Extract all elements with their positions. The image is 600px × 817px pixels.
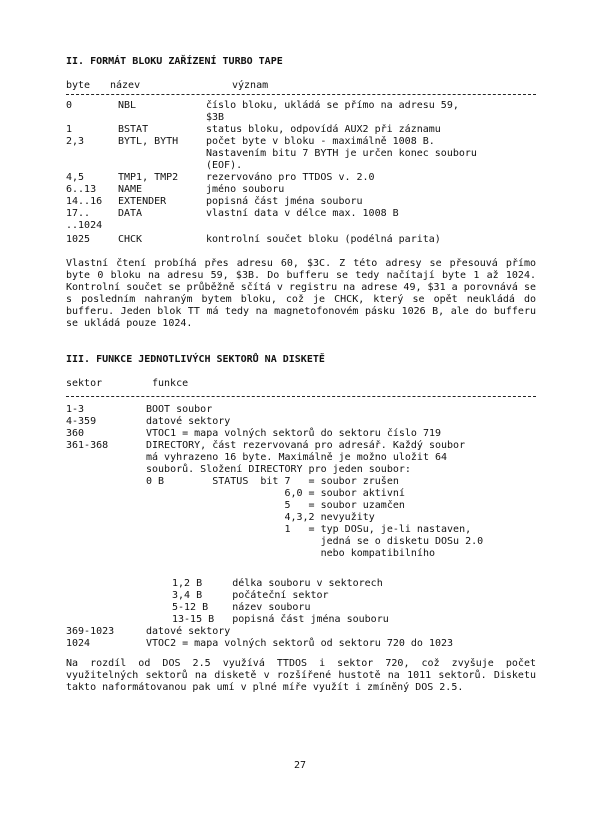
table-divider	[66, 396, 536, 397]
col-header-byte: byte	[66, 80, 91, 91]
table-divider	[66, 94, 536, 95]
table-row-name: DATA	[118, 208, 143, 219]
sector-range: 361-368	[66, 440, 109, 451]
table-row-meaning: status bloku, odpovídá AUX2 při záznamu	[206, 124, 441, 135]
sector-function: VTOC1 = mapa volných sektorů do sektoru číslo 719	[146, 428, 442, 439]
sector-function: 5-12 B název souboru	[172, 602, 311, 613]
table-row-name: CHCK	[118, 234, 143, 245]
sector-function: 3,4 B počáteční sektor	[172, 590, 329, 601]
table-row-meaning: (EOF).	[206, 160, 243, 171]
sector-function: nebo kompatibilního	[146, 548, 435, 559]
sector-function: datové sektory	[146, 626, 231, 637]
table-row-meaning: Nastavením bitu 7 BYTH je určen konec souboru	[206, 148, 477, 159]
sector-function: datové sektory	[146, 416, 231, 427]
sector-function: VTOC2 = mapa volných sektorů od sektoru 720 do 1023	[146, 638, 454, 649]
sector-function: BOOT soubor	[146, 404, 213, 415]
col-header-function: funkce	[152, 378, 189, 389]
table-row-meaning: vlastní data v délce max. 1008 B	[206, 208, 399, 219]
table-row-byte: 17..	[66, 208, 91, 219]
sector-function: 4,3,2 nevyužity	[146, 512, 375, 523]
table-row-byte: 2,3	[66, 136, 85, 147]
sector-function: 1,2 B délka souboru v sektorech	[172, 578, 383, 589]
sector-function: 1 = typ DOSu, je-li nastaven,	[146, 524, 472, 535]
table-row-name: NAME	[118, 184, 143, 195]
sector-function: 13-15 B popisná část jména souboru	[172, 614, 389, 625]
table-row-name: NBL	[118, 100, 137, 111]
sector-range: 369-1023	[66, 626, 115, 637]
table-row-meaning: kontrolní součet bloku (podélná parita)	[206, 234, 441, 245]
page-number: 27	[293, 760, 307, 771]
table-row-byte: 1025	[66, 234, 91, 245]
table-row-meaning: číslo bloku, ukládá se přímo na adresu 59,	[206, 100, 459, 111]
sector-function: 6,0 = soubor aktivní	[146, 488, 405, 499]
sector-function: DIRECTORY, část rezervovaná pro adresář. Každý soubor	[146, 440, 466, 451]
table-row-byte: ..1024	[66, 220, 103, 231]
section-3-paragraph: Na rozdíl od DOS 2.5 využívá TTDOS i sektor 720, což zvyšuje počet využitelných sektorů na disketě v rozšířené hustotě na 1011 sektorů. Disketu takto naformátovanou pak umí v plné míře využít i zmíněný DOS 2.5.	[66, 658, 536, 693]
table-row-byte: 14..16	[66, 196, 103, 207]
sector-range: 1024	[66, 638, 91, 649]
section-2-heading: II. FORMÁT BLOKU ZAŘÍZENÍ TURBO TAPE	[66, 56, 283, 67]
table-row-byte: 0	[66, 100, 73, 111]
table-row-meaning: popisná část jména souboru	[206, 196, 363, 207]
sector-function: jedná se o disketu DOSu 2.0	[146, 536, 484, 547]
col-header-sector: sektor	[66, 378, 103, 389]
table-row-name: EXTENDER	[118, 196, 167, 207]
table-row-byte: 4,5	[66, 172, 85, 183]
section-2-paragraph: Vlastní čtení probíhá přes adresu 60, $3C. Z této adresy se přesouvá přímo byte 0 bloku na adresu 59, $3B. Do bufferu se tedy načítají byte 1 až 1024. Kontrolní součet se průběžně sčítá v registru na adrese 49, $31 a porovnává se s posledním nahraným bytem bloku, což je CHCK, který se opět neukládá do bufferu. Jeden blok TT má tedy na magnetofonovém pásku 1026 B, ale do bufferu se ukládá pouze 1024.	[66, 258, 536, 329]
section-3-heading: III. FUNKCE JEDNOTLIVÝCH SEKTORŮ NA DISKETĚ	[66, 354, 325, 365]
col-header-meaning: význam	[232, 80, 269, 91]
table-row-meaning: jméno souboru	[206, 184, 285, 195]
table-row-meaning: rezervováno pro TTDOS v. 2.0	[206, 172, 375, 183]
sector-range: 1-3	[66, 404, 85, 415]
table-row-meaning: počet byte v bloku - maximálně 1008 B.	[206, 136, 435, 147]
table-row-name: BYTL, BYTH	[118, 136, 179, 147]
col-header-name: název	[110, 80, 141, 91]
sector-function: 0 B STATUS bit 7 = soubor zrušen	[146, 476, 399, 487]
sector-function: má vyhrazeno 16 byte. Maximálně je možno uložit 64	[146, 452, 448, 463]
sector-function: souborů. Složení DIRECTORY pro jeden soubor:	[146, 464, 411, 475]
table-row-byte: 6..13	[66, 184, 97, 195]
table-row-name: BSTAT	[118, 124, 149, 135]
table-row-byte: 1	[66, 124, 73, 135]
sector-function: 5 = soubor uzamčen	[146, 500, 405, 511]
table-row-name: TMP1, TMP2	[118, 172, 179, 183]
sector-range: 360	[66, 428, 85, 439]
sector-range: 4-359	[66, 416, 97, 427]
table-row-meaning: $3B	[206, 112, 225, 123]
